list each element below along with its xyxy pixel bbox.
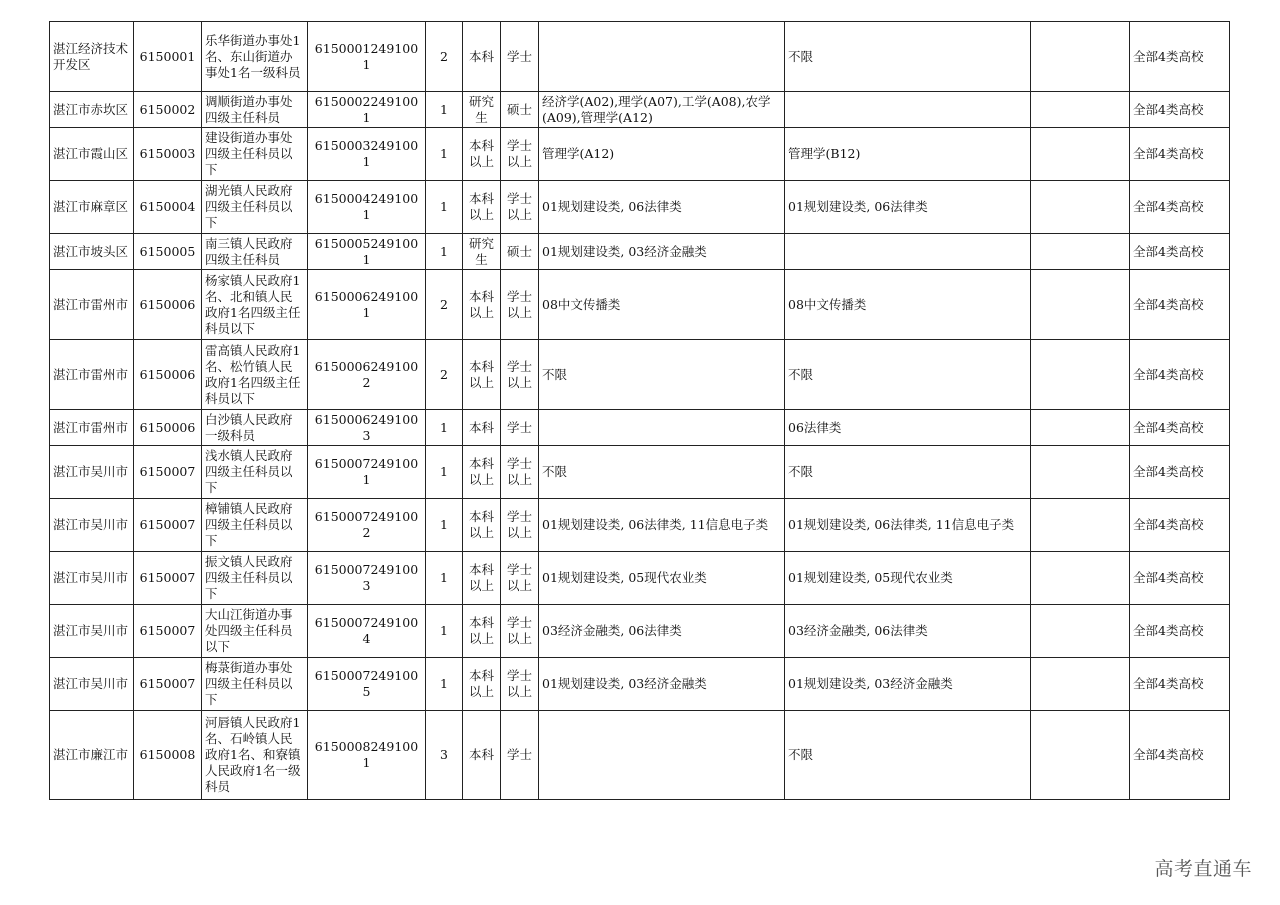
cell-position: 梅菉街道办事处四级主任科员以下 (202, 658, 308, 711)
cell-education: 本科 (463, 711, 501, 800)
cell-major-graduate (539, 22, 785, 92)
cell-dept-code: 6150002 (134, 92, 202, 128)
cell-dept-code: 6150007 (134, 658, 202, 711)
table-row (50, 92, 1230, 128)
cell-major-undergrad: 03经济金融类, 06法律类 (785, 605, 1031, 658)
cell-area: 湛江市廉江市 (50, 711, 134, 800)
cell-other (1031, 658, 1130, 711)
cell-degree: 学士以上 (501, 270, 539, 340)
cell-degree: 学士以上 (501, 552, 539, 605)
table-row (50, 499, 1230, 552)
cell-degree: 学士以上 (501, 128, 539, 181)
cell-position: 雷高镇人民政府1名、松竹镇人民政府1名四级主任科员以下 (202, 340, 308, 410)
cell-position: 樟铺镇人民政府四级主任科员以下 (202, 499, 308, 552)
cell-major-graduate (539, 711, 785, 800)
cell-count: 1 (426, 92, 463, 128)
cell-degree: 学士以上 (501, 499, 539, 552)
table-row (50, 605, 1230, 658)
cell-education: 本科以上 (463, 181, 501, 234)
cell-school-type: 全部4类高校 (1130, 499, 1230, 552)
cell-job-code: 61500072491004 (308, 605, 426, 658)
cell-dept-code: 6150006 (134, 410, 202, 446)
cell-other (1031, 128, 1130, 181)
cell-major-graduate: 01规划建设类, 05现代农业类 (539, 552, 785, 605)
cell-dept-code: 6150004 (134, 181, 202, 234)
cell-education: 本科以上 (463, 499, 501, 552)
cell-education: 研究生 (463, 234, 501, 270)
cell-school-type: 全部4类高校 (1130, 605, 1230, 658)
cell-major-graduate: 01规划建设类, 03经济金融类 (539, 234, 785, 270)
cell-job-code: 61500032491001 (308, 128, 426, 181)
cell-count: 1 (426, 552, 463, 605)
cell-school-type: 全部4类高校 (1130, 22, 1230, 92)
cell-area: 湛江市霞山区 (50, 128, 134, 181)
cell-area: 湛江市吴川市 (50, 499, 134, 552)
cell-dept-code: 6150007 (134, 552, 202, 605)
cell-school-type: 全部4类高校 (1130, 92, 1230, 128)
cell-major-graduate: 管理学(A12) (539, 128, 785, 181)
cell-other (1031, 181, 1130, 234)
cell-other (1031, 711, 1130, 800)
cell-major-undergrad: 01规划建设类, 03经济金融类 (785, 658, 1031, 711)
cell-dept-code: 6150007 (134, 446, 202, 499)
cell-degree: 学士 (501, 711, 539, 800)
cell-other (1031, 234, 1130, 270)
cell-school-type: 全部4类高校 (1130, 446, 1230, 499)
cell-school-type: 全部4类高校 (1130, 340, 1230, 410)
cell-major-undergrad: 01规划建设类, 06法律类 (785, 181, 1031, 234)
table-body (50, 22, 1230, 800)
cell-dept-code: 6150001 (134, 22, 202, 92)
cell-dept-code: 6150007 (134, 499, 202, 552)
cell-position: 白沙镇人民政府一级科员 (202, 410, 308, 446)
table-row (50, 340, 1230, 410)
cell-area: 湛江市赤坎区 (50, 92, 134, 128)
cell-count: 1 (426, 605, 463, 658)
cell-count: 1 (426, 128, 463, 181)
cell-dept-code: 6150003 (134, 128, 202, 181)
table-row (50, 234, 1230, 270)
cell-major-undergrad: 不限 (785, 446, 1031, 499)
cell-other (1031, 22, 1130, 92)
cell-position: 乐华街道办事处1名、东山街道办事处1名一级科员 (202, 22, 308, 92)
cell-count: 1 (426, 658, 463, 711)
cell-major-undergrad: 不限 (785, 340, 1031, 410)
cell-count: 2 (426, 270, 463, 340)
cell-major-graduate: 01规划建设类, 06法律类, 11信息电子类 (539, 499, 785, 552)
cell-area: 湛江市雷州市 (50, 340, 134, 410)
cell-job-code: 61500012491001 (308, 22, 426, 92)
cell-major-graduate: 不限 (539, 446, 785, 499)
table-row (50, 22, 1230, 92)
table-row (50, 181, 1230, 234)
cell-school-type: 全部4类高校 (1130, 234, 1230, 270)
cell-other (1031, 499, 1130, 552)
cell-major-undergrad: 管理学(B12) (785, 128, 1031, 181)
cell-count: 1 (426, 446, 463, 499)
cell-other (1031, 552, 1130, 605)
cell-degree: 学士 (501, 410, 539, 446)
cell-major-graduate: 01规划建设类, 06法律类 (539, 181, 785, 234)
cell-other (1031, 446, 1130, 499)
cell-area: 湛江市吴川市 (50, 552, 134, 605)
cell-education: 本科以上 (463, 340, 501, 410)
cell-position: 湖光镇人民政府四级主任科员以下 (202, 181, 308, 234)
cell-major-undergrad: 不限 (785, 22, 1031, 92)
cell-position: 建设街道办事处四级主任科员以下 (202, 128, 308, 181)
cell-school-type: 全部4类高校 (1130, 552, 1230, 605)
cell-area: 湛江市坡头区 (50, 234, 134, 270)
cell-job-code: 61500022491001 (308, 92, 426, 128)
cell-other (1031, 270, 1130, 340)
cell-count: 1 (426, 410, 463, 446)
cell-area: 湛江市吴川市 (50, 658, 134, 711)
cell-education: 研究生 (463, 92, 501, 128)
cell-major-graduate: 经济学(A02),理学(A07),工学(A08),农学(A09),管理学(A12) (539, 92, 785, 128)
cell-degree: 学士以上 (501, 446, 539, 499)
cell-school-type: 全部4类高校 (1130, 270, 1230, 340)
cell-dept-code: 6150008 (134, 711, 202, 800)
cell-degree: 学士以上 (501, 605, 539, 658)
cell-school-type: 全部4类高校 (1130, 711, 1230, 800)
cell-job-code: 61500062491003 (308, 410, 426, 446)
cell-education: 本科以上 (463, 446, 501, 499)
cell-area: 湛江市吴川市 (50, 605, 134, 658)
cell-dept-code: 6150007 (134, 605, 202, 658)
cell-count: 1 (426, 499, 463, 552)
cell-area: 湛江市吴川市 (50, 446, 134, 499)
cell-job-code: 61500072491001 (308, 446, 426, 499)
cell-major-undergrad: 08中文传播类 (785, 270, 1031, 340)
cell-other (1031, 340, 1130, 410)
cell-major-undergrad (785, 92, 1031, 128)
cell-other (1031, 605, 1130, 658)
cell-count: 3 (426, 711, 463, 800)
cell-degree: 学士以上 (501, 340, 539, 410)
cell-count: 1 (426, 234, 463, 270)
table-row (50, 128, 1230, 181)
cell-position: 大山江街道办事处四级主任科员以下 (202, 605, 308, 658)
cell-major-undergrad: 不限 (785, 711, 1031, 800)
cell-area: 湛江市雷州市 (50, 410, 134, 446)
cell-position: 杨家镇人民政府1名、北和镇人民政府1名四级主任科员以下 (202, 270, 308, 340)
cell-major-undergrad: 06法律类 (785, 410, 1031, 446)
cell-education: 本科 (463, 410, 501, 446)
cell-other (1031, 410, 1130, 446)
cell-degree: 学士以上 (501, 658, 539, 711)
cell-major-undergrad (785, 234, 1031, 270)
table-row (50, 658, 1230, 711)
cell-job-code: 61500042491001 (308, 181, 426, 234)
cell-school-type: 全部4类高校 (1130, 658, 1230, 711)
cell-other (1031, 92, 1130, 128)
cell-major-undergrad: 01规划建设类, 05现代农业类 (785, 552, 1031, 605)
cell-education: 本科以上 (463, 658, 501, 711)
cell-position: 河唇镇人民政府1名、石岭镇人民政府1名、和寮镇人民政府1名一级科员 (202, 711, 308, 800)
cell-area: 湛江经济技术开发区 (50, 22, 134, 92)
cell-major-graduate: 不限 (539, 340, 785, 410)
cell-major-graduate: 03经济金融类, 06法律类 (539, 605, 785, 658)
cell-education: 本科以上 (463, 128, 501, 181)
cell-education: 本科以上 (463, 552, 501, 605)
cell-position: 振文镇人民政府四级主任科员以下 (202, 552, 308, 605)
cell-degree: 学士 (501, 22, 539, 92)
cell-education: 本科以上 (463, 605, 501, 658)
cell-job-code: 61500072491005 (308, 658, 426, 711)
cell-area: 湛江市麻章区 (50, 181, 134, 234)
cell-job-code: 61500062491002 (308, 340, 426, 410)
cell-area: 湛江市雷州市 (50, 270, 134, 340)
cell-dept-code: 6150006 (134, 270, 202, 340)
cell-school-type: 全部4类高校 (1130, 181, 1230, 234)
table-row (50, 552, 1230, 605)
cell-school-type: 全部4类高校 (1130, 410, 1230, 446)
cell-count: 1 (426, 181, 463, 234)
cell-major-graduate: 01规划建设类, 03经济金融类 (539, 658, 785, 711)
cell-school-type: 全部4类高校 (1130, 128, 1230, 181)
cell-degree: 学士以上 (501, 181, 539, 234)
job-table (49, 21, 1230, 800)
cell-job-code: 61500082491001 (308, 711, 426, 800)
cell-position: 南三镇人民政府四级主任科员 (202, 234, 308, 270)
watermark-text: 高考直通车 (1154, 858, 1252, 880)
cell-degree: 硕士 (501, 92, 539, 128)
table-row (50, 410, 1230, 446)
cell-job-code: 61500052491001 (308, 234, 426, 270)
cell-major-undergrad: 01规划建设类, 06法律类, 11信息电子类 (785, 499, 1031, 552)
cell-count: 2 (426, 22, 463, 92)
cell-job-code: 61500072491003 (308, 552, 426, 605)
cell-education: 本科 (463, 22, 501, 92)
cell-job-code: 61500062491001 (308, 270, 426, 340)
cell-position: 调顺街道办事处四级主任科员 (202, 92, 308, 128)
cell-job-code: 61500072491002 (308, 499, 426, 552)
cell-count: 2 (426, 340, 463, 410)
cell-major-graduate (539, 410, 785, 446)
cell-major-graduate: 08中文传播类 (539, 270, 785, 340)
cell-dept-code: 6150005 (134, 234, 202, 270)
table-row (50, 270, 1230, 340)
cell-position: 浅水镇人民政府四级主任科员以下 (202, 446, 308, 499)
cell-education: 本科以上 (463, 270, 501, 340)
cell-degree: 硕士 (501, 234, 539, 270)
cell-dept-code: 6150006 (134, 340, 202, 410)
table-row (50, 446, 1230, 499)
table-row (50, 711, 1230, 800)
